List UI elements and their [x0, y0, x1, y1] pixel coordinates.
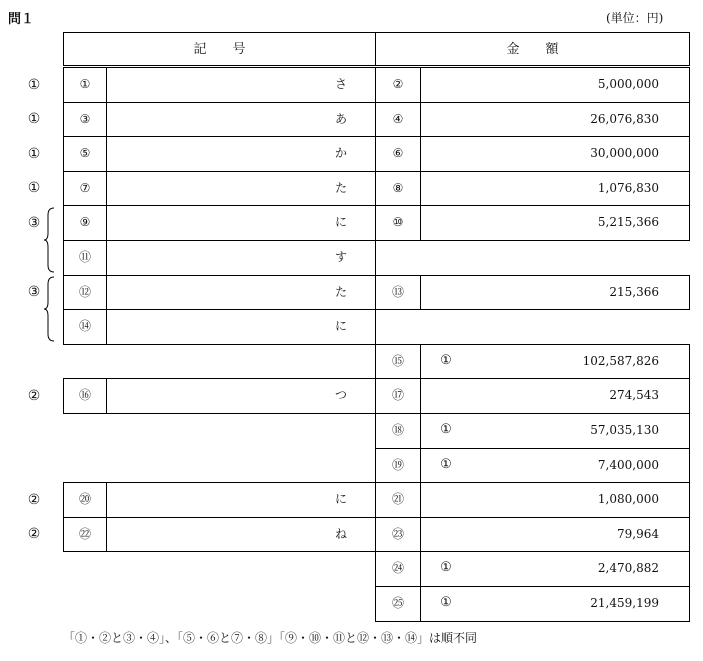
- question-title: 問１: [8, 12, 35, 27]
- kigo-answer-cell[interactable]: さ: [106, 67, 376, 103]
- kingaku-number-cell: ⑱: [375, 413, 421, 449]
- kingaku-amount-cell[interactable]: 21,459,199: [420, 586, 690, 622]
- row-mark: ①: [27, 76, 41, 93]
- kingaku-number-cell: ⑬: [375, 275, 421, 310]
- kigo-answer-cell[interactable]: に: [106, 482, 376, 518]
- row-mark: ②: [27, 491, 41, 508]
- kingaku-amount-cell[interactable]: 5,000,000: [420, 67, 690, 103]
- row-mark: ①: [27, 180, 41, 196]
- inner-mark: ①: [440, 457, 452, 472]
- kigo-number-cell: ⑪: [63, 240, 107, 276]
- header-kigo: 記 号: [63, 32, 376, 66]
- kingaku-amount-cell[interactable]: 2,470,882: [420, 551, 690, 587]
- row-mark: ③: [27, 214, 41, 231]
- kingaku-amount-cell[interactable]: 79,964: [420, 517, 690, 552]
- kingaku-amount-cell[interactable]: 1,076,830: [420, 171, 690, 206]
- inner-mark: ①: [440, 422, 452, 437]
- kingaku-number-cell: ④: [375, 102, 421, 137]
- kingaku-amount-cell[interactable]: 215,366: [420, 275, 690, 310]
- inner-mark: ①: [440, 595, 452, 610]
- kingaku-amount-cell[interactable]: 26,076,830: [420, 102, 690, 137]
- brace-group-2: [44, 276, 56, 342]
- kingaku-amount-cell[interactable]: 5,215,366: [420, 205, 690, 241]
- kigo-number-cell: ⑭: [63, 309, 107, 345]
- kigo-number-cell: ③: [63, 102, 107, 137]
- row-mark: ①: [27, 145, 41, 162]
- row-mark: ②: [27, 526, 41, 542]
- kingaku-number-cell: ②: [375, 67, 421, 103]
- header-kingaku: 金 額: [375, 32, 690, 66]
- kingaku-number-cell: ㉕: [375, 586, 421, 622]
- kigo-answer-cell[interactable]: つ: [106, 378, 376, 414]
- kigo-number-cell: ⑦: [63, 171, 107, 206]
- inner-mark: ①: [440, 560, 452, 575]
- kigo-answer-cell[interactable]: に: [106, 205, 376, 241]
- kingaku-number-cell: ⑥: [375, 136, 421, 172]
- inner-mark: ①: [440, 353, 452, 368]
- kingaku-number-cell: ⑧: [375, 171, 421, 206]
- brace-group-1: [44, 207, 56, 273]
- kigo-answer-cell[interactable]: か: [106, 136, 376, 172]
- kigo-number-cell: ⑳: [63, 482, 107, 518]
- kigo-number-cell: ⑤: [63, 136, 107, 172]
- kingaku-amount-cell[interactable]: 1,080,000: [420, 482, 690, 518]
- kingaku-number-cell: ⑰: [375, 378, 421, 414]
- kigo-number-cell: ⑨: [63, 205, 107, 241]
- kigo-answer-cell[interactable]: た: [106, 171, 376, 206]
- kigo-answer-cell[interactable]: あ: [106, 102, 376, 137]
- kingaku-number-cell: ⑩: [375, 205, 421, 241]
- row-mark: ③: [27, 284, 41, 300]
- kingaku-number-cell: ㉑: [375, 482, 421, 518]
- kingaku-amount-cell[interactable]: 30,000,000: [420, 136, 690, 172]
- kigo-number-cell: ⑫: [63, 275, 107, 310]
- kingaku-amount-cell[interactable]: 274,543: [420, 378, 690, 414]
- kigo-answer-cell[interactable]: た: [106, 275, 376, 310]
- kigo-number-cell: ①: [63, 67, 107, 103]
- kigo-answer-cell[interactable]: す: [106, 240, 376, 276]
- kingaku-number-cell: ㉓: [375, 517, 421, 552]
- row-mark: ①: [27, 111, 41, 127]
- kingaku-number-cell: ⑲: [375, 448, 421, 483]
- kigo-number-cell: ㉒: [63, 517, 107, 552]
- kingaku-number-cell: ㉔: [375, 551, 421, 587]
- kigo-answer-cell[interactable]: ね: [106, 517, 376, 552]
- kingaku-amount-cell[interactable]: 7,400,000: [420, 448, 690, 483]
- kingaku-amount-cell[interactable]: 102,587,826: [420, 344, 690, 379]
- kingaku-number-cell: ⑮: [375, 344, 421, 379]
- kigo-number-cell: ⑯: [63, 378, 107, 414]
- row-mark: ②: [27, 387, 41, 404]
- unit-label: (単位：円): [606, 11, 664, 25]
- order-note: 「①・②と③・④」、「⑤・⑥と⑦・⑧」「⑨・⑩・⑪と⑫・⑬・⑭」は順不同: [63, 631, 478, 645]
- kingaku-amount-cell[interactable]: 57,035,130: [420, 413, 690, 449]
- kigo-answer-cell[interactable]: に: [106, 309, 376, 345]
